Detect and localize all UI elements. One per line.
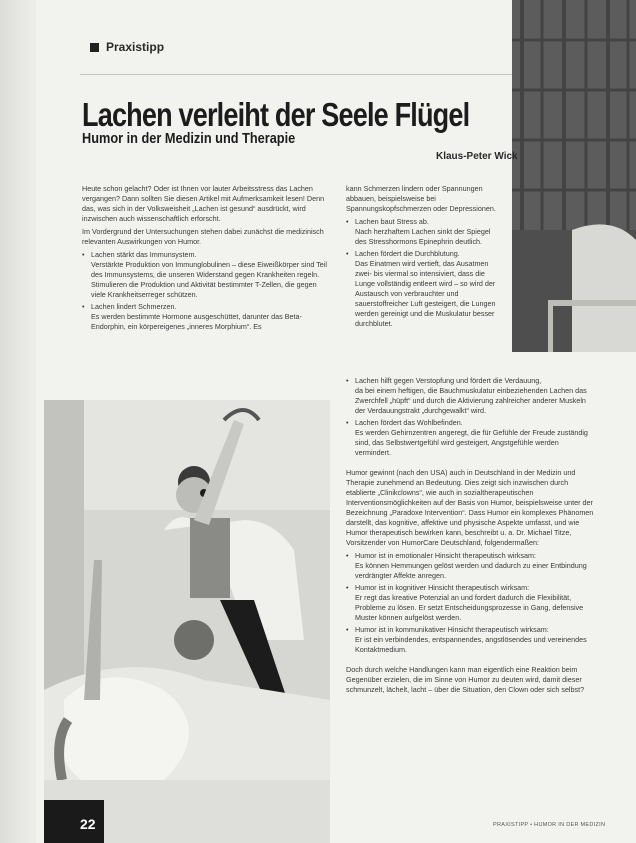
section-label-text: Praxistipp xyxy=(106,40,165,54)
side-photo xyxy=(512,0,636,352)
main-photo xyxy=(44,400,330,843)
intro-paragraph: Im Vordergrund der Untersuchungen stehen dabei zunächst die medizinisch relevanten Auswirkungen von Humor. xyxy=(82,227,324,246)
list-item-head: • Lachen baut Stress ab. xyxy=(355,217,429,226)
list-item-head: • Lachen fördert das Wohlbefinden. xyxy=(355,418,463,427)
list-item-body: Es werden Gehirnzentren angeregt, die für Gefühle der Freude zuständig sind, das Selbstwertgefühl wird gesteigert, Angstgefühle werden vermindert. xyxy=(355,428,588,457)
list-item-body: Es können Hemmungen gelöst werden und dadurch zu einer Entbindung verdrängter Affekte anregen. xyxy=(355,561,587,580)
curtain-bed-image xyxy=(512,0,636,352)
list-item-body: Es werden bestimmte Hormone ausgeschüttet, darunter das Beta-Endorphin, ein körpereigenes „inneres Morphium“. Es xyxy=(91,312,302,331)
continuation-paragraph: kann Schmerzen lindern oder Spannungen abbauen, beispielsweise bei Spannungskopfschmerzen oder Depressionen. xyxy=(346,184,496,213)
list-item-head: • Lachen lindert Schmerzen. xyxy=(91,302,177,311)
list-item-body: Nach herzhaftem Lachen sinkt der Spiegel des Stresshormons Epinephrin deutlich. xyxy=(355,227,491,246)
list-item xyxy=(346,217,504,247)
humor-effects-list xyxy=(346,551,596,655)
effects-list xyxy=(82,250,328,332)
section-label xyxy=(90,40,164,54)
list-item-body: Das Einatmen wird vertieft, das Ausatmen zwei- bis viermal so intensiviert, dass die Lunge vollständig entleert wird – so wird der Austausch von verbrauchter und sauerstoffreicher Luft gesteigert, die Lungen werden gereinigt und die Muskulatur besser durchblutet. xyxy=(355,259,496,328)
list-item-body: Er regt das kreative Potenzial an und fordert dadurch die Flexibilität, Probleme zu lösen. Er setzt Entscheidungsprozesse in Gang, defensive Muster können aufgelöst werden. xyxy=(355,593,584,622)
journal-footer: PRAXISTIPP • HUMOR IN DER MEDIZIN xyxy=(493,822,606,828)
square-bullet-icon xyxy=(90,43,99,52)
list-item-head: • Humor ist in emotionaler Hinsicht therapeutisch wirksam: xyxy=(355,551,536,560)
list-item-body: Verstärkte Produktion von Immunglobulinen – diese Eiweißkörper sind Teil des Immunsystems, die unseren Widerstand gegen Krankheiten regeln. Stimulieren die Produktion und Aktivität bestimmter T-Zellen, die gegen viele Krankheitserreger schützen. xyxy=(91,260,327,299)
list-item xyxy=(346,583,596,623)
list-item xyxy=(346,625,596,655)
page-number: 22 xyxy=(80,816,96,832)
effects-list xyxy=(346,217,504,329)
list-item xyxy=(346,418,596,458)
article-subtitle: Humor in der Medizin und Therapie xyxy=(82,130,296,147)
article-title: Lachen verleiht der Seele Flügel xyxy=(82,96,470,133)
article-author: Klaus-Peter Wick xyxy=(436,151,518,162)
list-item-head: • Lachen stärkt das Immunsystem. xyxy=(91,250,197,259)
list-item-body: Er ist ein verbindendes, entspannendes, angstlösendes und vereinendes Kontaktmedium. xyxy=(355,635,587,654)
closing-paragraph: Doch durch welche Handlungen kann man eigentlich eine Reaktion beim Gegenüber erzielen, die im Sinne von Humor zu deuten wird, damit dieser schmunzelt, lächelt, lacht – über die Situation, den Clown oder sich selbst? xyxy=(346,665,585,694)
clown-patient-image xyxy=(44,400,330,843)
left-column xyxy=(82,184,328,334)
list-item-body: da bei einem heftigen, die Bauchmuskulatur einbeziehenden Lachen das Zwerchfell „hüpft“ und durch die Aktivierung zahlreicher anderer Muskeln der Verdauungstrakt „durchgewalkt“ wird. xyxy=(355,386,587,415)
right-column xyxy=(346,184,504,331)
intro-paragraph: Heute schon gelacht? Oder ist Ihnen vor lauter Arbeitsstress das Lachen vergangen? Dann sollten Sie diesen Artikel mit Aufmerksamkeit lesen! Denn das, was sich in der Volksweisheit „Lachen ist gesund“ ausdrückt, wird inzwischen auch wissenschaftlich erforscht. xyxy=(82,184,325,223)
list-item-head: • Lachen hilft gegen Verstopfung und fördert die Verdauung, xyxy=(355,376,542,385)
list-item xyxy=(346,249,504,329)
body-paragraph: Humor gewinnt (nach den USA) auch in Deutschland in der Medizin und Therapie zunehmend an Bedeutung. Dies zeigt sich inzwischen durch etablierte „Clinikclowns“, wie auch in sozialtherapeutischen Interventionsmöglichkeiten auf der Basis von Humor, beispielsweise unter der Bezeichnung „Paradoxe Intervention“. Dass Humor ein komplexes Phänomen darstellt, das kognitive, affektive und physische Aspekte umfasst, und wie Humor therapeutisch bewirken kann, beschreibt u. a. Dr. Michael Titze, Vorsitzender von HumorCare Deutschland, folgendermaßen: xyxy=(346,468,594,547)
page-binding-shadow xyxy=(0,0,36,843)
list-item-head: • Humor ist in kommunikativer Hinsicht therapeutisch wirksam: xyxy=(355,625,549,634)
list-item xyxy=(346,376,596,416)
wide-column xyxy=(346,376,596,698)
list-item xyxy=(346,551,596,581)
effects-list xyxy=(346,376,596,458)
list-item-head: • Humor ist in kognitiver Hinsicht therapeutisch wirksam: xyxy=(355,583,530,592)
list-item-head: • Lachen fördert die Durchblutung. xyxy=(355,249,460,258)
list-item xyxy=(82,302,328,332)
list-item xyxy=(82,250,328,300)
